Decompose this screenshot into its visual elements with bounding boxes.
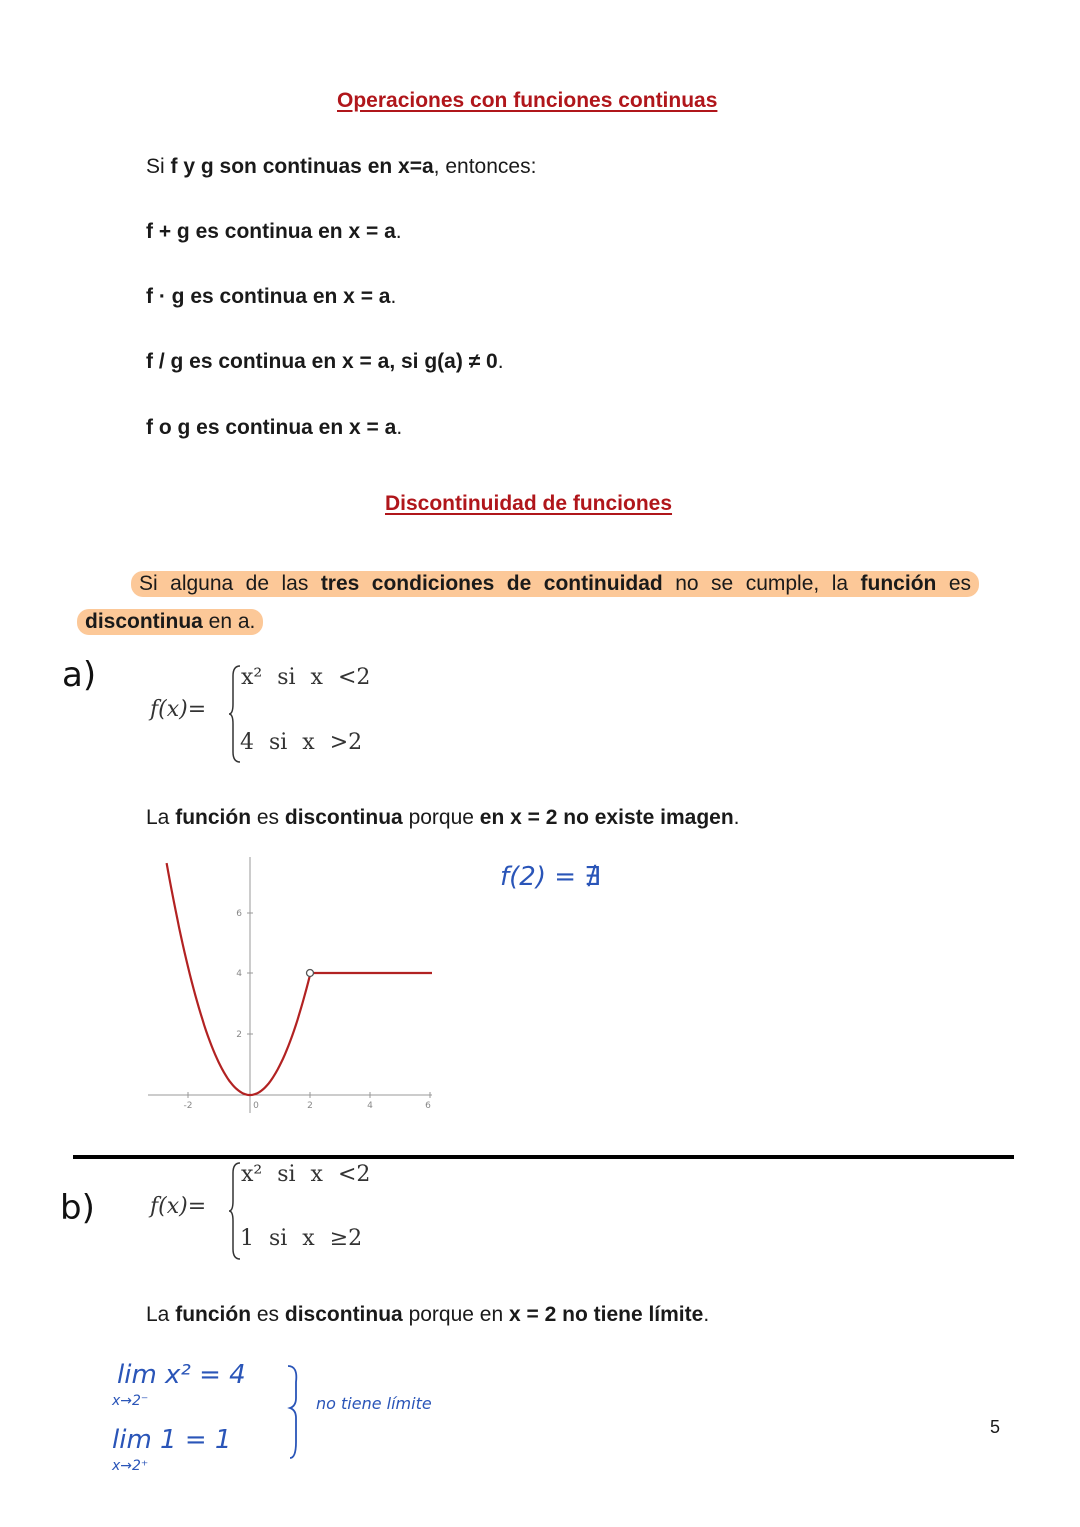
property-product [146,285,396,309]
x-tick: 6 [425,1101,431,1111]
eb-s1: La [146,1303,176,1326]
example-a-explanation [146,806,740,830]
property-product-text: f · g es continua en x = a [146,285,391,308]
property-quotient [146,350,504,374]
page-number: 5 [990,1417,1001,1437]
function-graph [148,855,434,1120]
limit-left-sub: x→2⁻ [112,1393,149,1409]
discontinuity-title: Discontinuidad de funciones [385,492,673,515]
example-b-fx: f(x)= [150,1194,207,1219]
example-b-explanation [146,1303,709,1327]
ea-s3: es [251,806,285,829]
definition-part-2: no se cumple, la [662,572,861,595]
property-sum-end: . [395,220,402,243]
example-b-case2: 1 si x ≥2 [240,1226,363,1251]
graph-curve-parabola [167,863,310,1095]
property-composition-end: . [396,416,403,439]
property-product-end: . [390,285,397,308]
ea-s1: La [146,806,176,829]
x-tick: 0 [253,1101,259,1111]
example-a-case2: 4 si x >2 [240,730,363,755]
ea-s2: función [175,806,252,829]
intro-si: Si [146,155,171,178]
limits-brace [284,1362,304,1462]
graph-open-point [307,970,314,977]
marker-b: b) [60,1188,95,1228]
property-composition [146,416,402,440]
definition-line-2 [77,609,263,635]
example-a-case1: x² si x <2 [241,665,371,690]
definition-part-1: Si alguna de las [139,572,321,595]
x-tick: 2 [307,1101,313,1111]
definition-part-4: en a. [202,610,256,633]
intro-fg: f y g son continuas en x=a [170,155,434,178]
eb-s2: función [175,1303,252,1326]
x-tick: -2 [183,1101,193,1111]
ea-s5: porque [402,806,480,829]
operations-title: Operaciones con funciones continuas [337,89,718,112]
section-divider [73,1155,1014,1159]
y-tick: 2 [236,1030,242,1040]
intro-text [146,155,536,179]
eb-s7: . [703,1303,710,1326]
limit-right: lim 1 = 1 [112,1425,232,1455]
eb-s5: porque en [402,1303,509,1326]
eb-s6: x = 2 no tiene límite [509,1303,704,1326]
eb-s4: discontinua [284,1303,403,1326]
intro-rest: , entonces: [433,155,537,178]
ea-s4: discontinua [284,806,403,829]
property-sum [146,220,402,244]
example-b-case1: x² si x <2 [241,1162,371,1187]
y-tick: 4 [236,969,242,979]
example-a-note: f(2) = ∄ [500,862,601,892]
limits-note: no tiene límite [316,1394,432,1413]
ea-s7: . [733,806,740,829]
limit-left: lim x² = 4 [117,1360,246,1390]
definition-conditions: tres condiciones de continuidad [320,572,663,595]
definition-line-1 [131,571,979,597]
example-a-fx: f(x)= [150,697,207,722]
property-composition-text: f o g es continua en x = a [146,416,397,439]
definition-function: función [860,572,937,595]
property-sum-text: f + g es continua en x = a [146,220,396,243]
limit-right-sub: x→2⁺ [112,1458,149,1474]
eb-s3: es [251,1303,285,1326]
property-quotient-end: . [497,350,504,373]
marker-a: a) [62,655,97,695]
y-tick: 6 [236,909,242,919]
definition-part-3: es [936,572,972,595]
ea-s6: en x = 2 no existe imagen [479,806,734,829]
x-tick: 4 [367,1101,373,1111]
definition-discontinua: discontinua [85,610,203,633]
property-quotient-text: f / g es continua en x = a, si g(a) ≠ 0 [146,350,498,373]
